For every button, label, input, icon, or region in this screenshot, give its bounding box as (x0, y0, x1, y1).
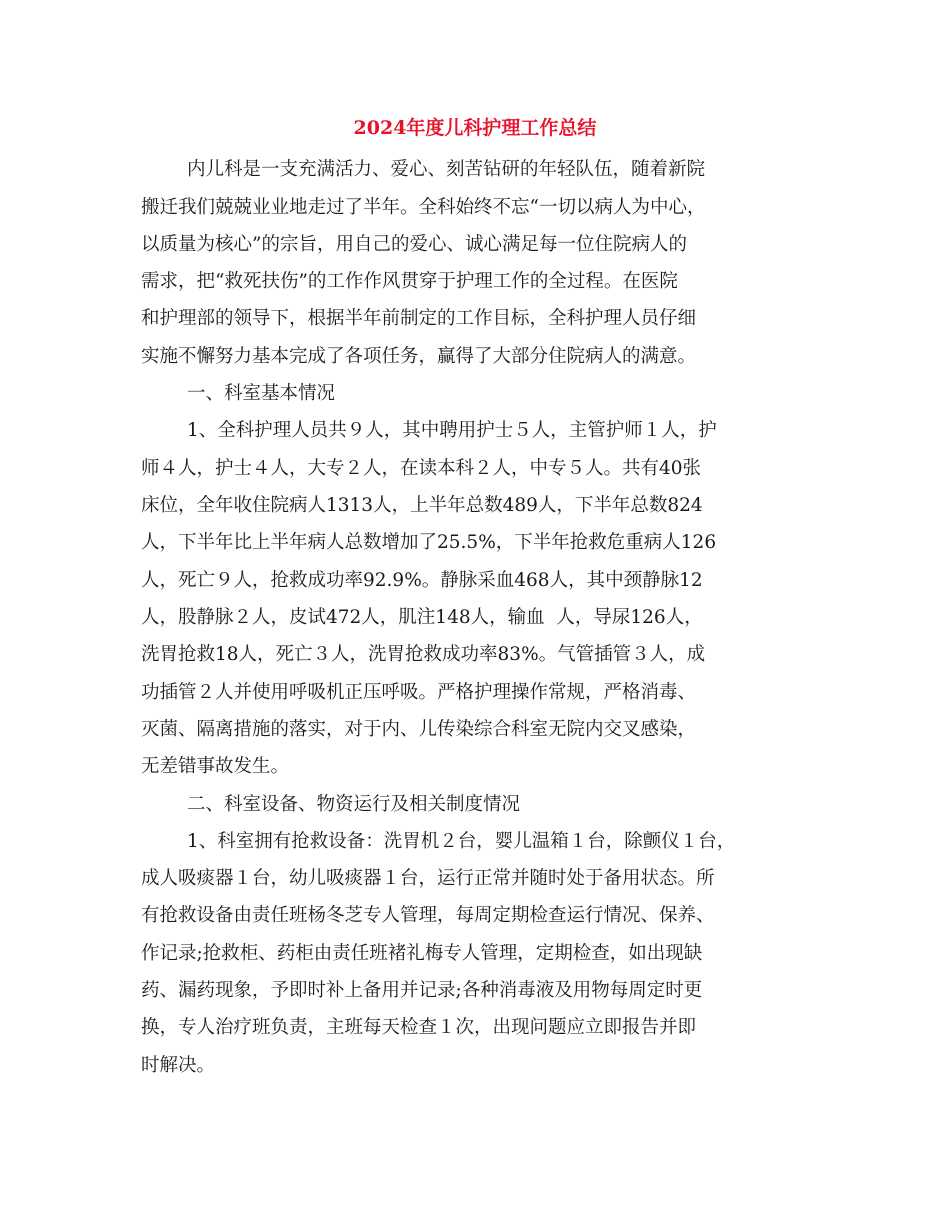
body-line-3: 以质量为核心”的宗旨，用自己的爱心、诚心满足每一位住院病人的 (141, 234, 687, 255)
body-line-10: 床位，全年收住院病人1313人，上半年总数489人，下半年总数824 (141, 495, 703, 516)
body-line-4: 需求，把“救死扶伤”的工作作风贯穿于护理工作的全过程。在医院 (141, 271, 678, 292)
body-line-22: 作记录;抢救柜、药柜由责任班褚礼梅专人管理，定期检查，如出现缺 (141, 943, 703, 964)
body-line-12: 人，死亡９人，抢救成功率92.9%。静脉采血468人，其中颈静脉12 (141, 570, 703, 591)
body-line-23: 药、漏药现象，予即时补上备用并记录;各种消毒液及用物每周定时更 (141, 980, 703, 1001)
body-line-24: 换，专人治疗班负责，主班每天检查１次，出现问题应立即报告并即 (141, 1017, 697, 1038)
body-line-8: 1、全科护理人员共９人，其中聘用护士５人，主管护师１人，护 (187, 420, 717, 441)
body-line-13: 人，股静脉２人，皮试472人，肌注148人，输血 人，导尿126人， (141, 607, 703, 628)
body-line-1: 内儿科是一支充满活力、爱心、刻苦钻研的年轻队伍，随着新院 (187, 159, 706, 180)
body-line-19: 1、科室拥有抢救设备：洗胃机２台，婴儿温箱１台，除颤仪１台， (187, 831, 736, 852)
document-title: 2024年度儿科护理工作总结 (353, 117, 597, 139)
body-line-17: 无差错事故发生。 (141, 756, 290, 777)
body-line-5: 和护理部的领导下，根据半年前制定的工作目标，全科护理人员仔细 (141, 308, 697, 329)
body-line-2: 搬迁我们兢兢业业地走过了半年。全科始终不忘“一切以病人为中心， (141, 197, 706, 218)
body-line-16: 灭菌、隔离措施的落实，对于内、儿传染综合科室无院内交叉感染， (141, 719, 697, 740)
body-line-21: 有抢救设备由责任班杨冬芝专人管理，每周定期检查运行情况、保养、 (141, 905, 715, 926)
body-line-15: 功插管２人并使用呼吸机正压呼吸。严格护理操作常规，严格消毒、 (141, 682, 697, 703)
body-line-14: 洗胃抢救18人，死亡３人，洗胃抢救成功率83%。气管插管３人，成 (141, 644, 706, 665)
body-line-9: 师４人，护士４人，大专２人，在读本科２人，中专５人。共有40张 (141, 458, 702, 479)
body-line-6: 实施不懈努力基本完成了各项任务，赢得了大部分住院病人的满意。 (141, 346, 697, 367)
section-heading-2: 二、科室设备、物资运行及相关制度情况 (187, 794, 521, 815)
body-line-25: 时解决。 (141, 1055, 216, 1076)
section-heading-1: 一、科室基本情况 (187, 383, 336, 404)
body-line-20: 成人吸痰器１台，幼儿吸痰器１台，运行正常并随时处于备用状态。所 (141, 868, 715, 889)
body-line-11: 人，下半年比上半年病人总数增加了25.5%，下半年抢救危重病人126 (141, 532, 717, 553)
